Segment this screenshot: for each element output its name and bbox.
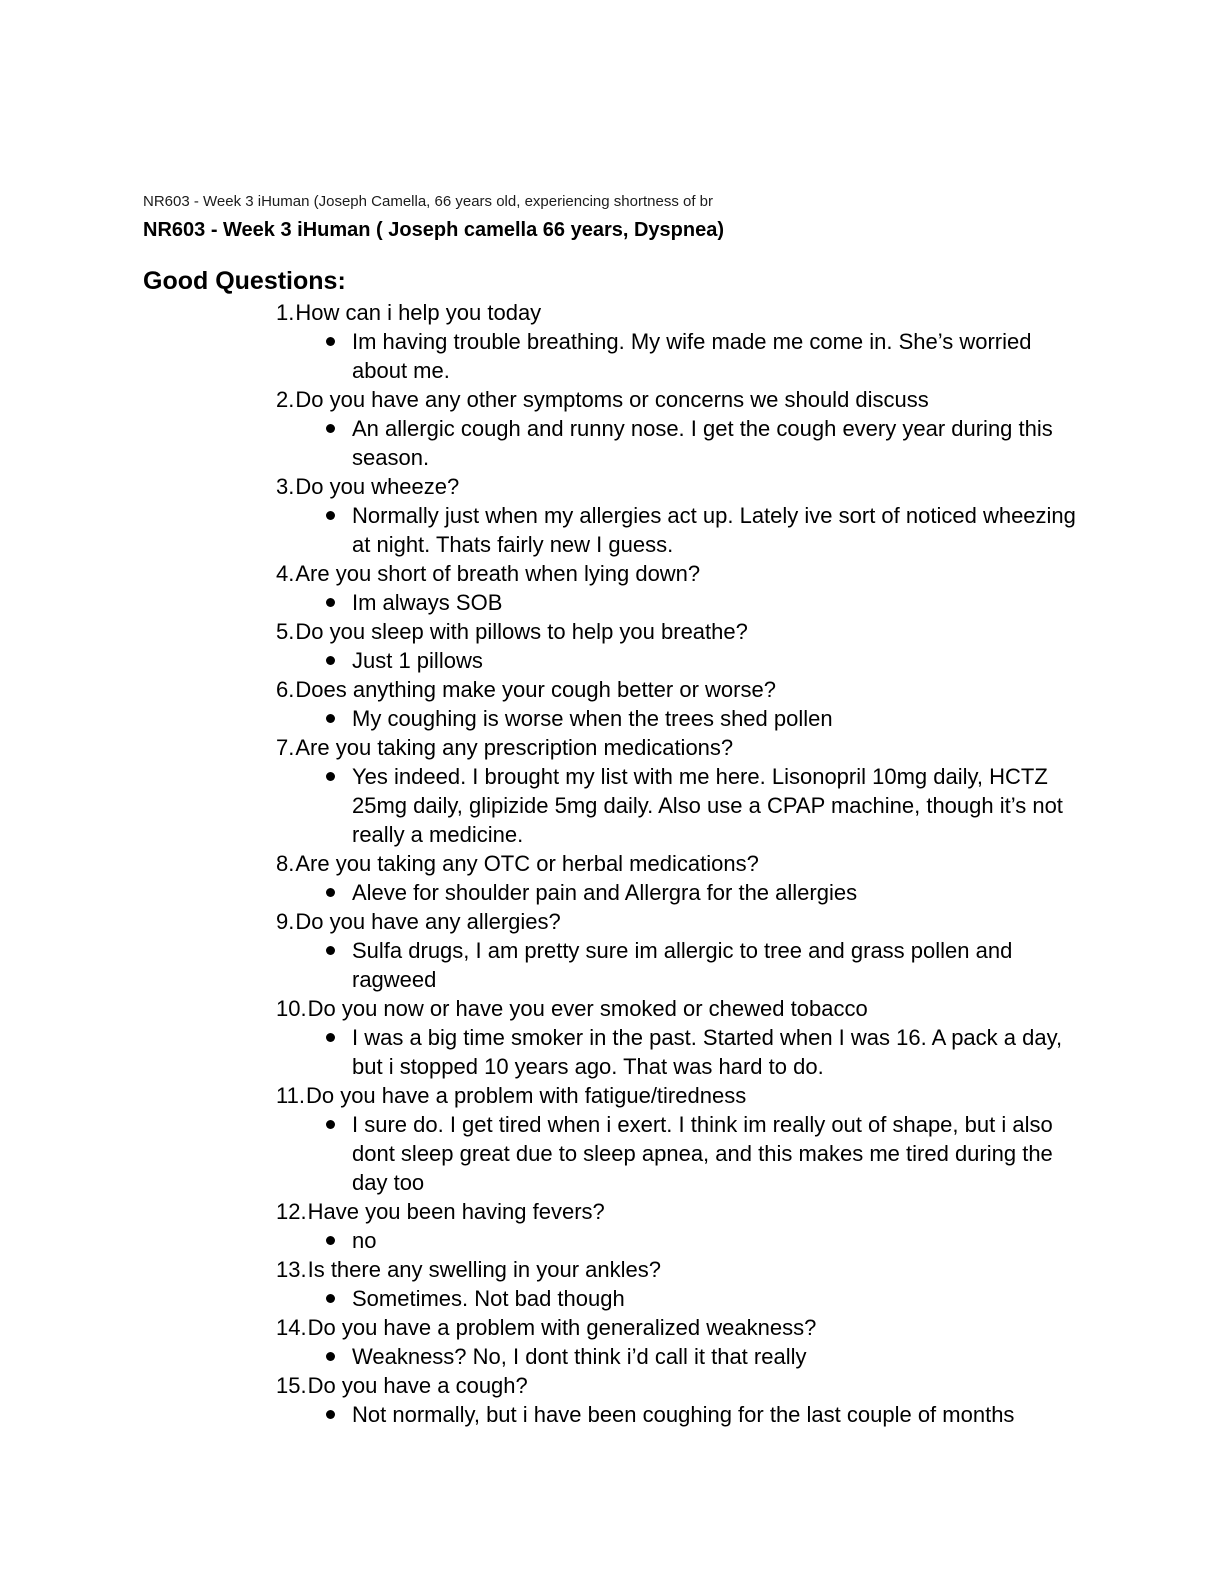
question-number: 9.	[276, 909, 295, 934]
answer-item-3	[325, 501, 1080, 559]
answer-text: Not normally, but i have been coughing for the last couple of months	[352, 1402, 1015, 1427]
bullet-icon	[326, 888, 335, 897]
question-text: Do you now or have you ever smoked or chewed tobacco	[307, 996, 868, 1021]
bullet-icon	[326, 1410, 335, 1419]
answer-item-12	[325, 1226, 1080, 1255]
question-item-2	[276, 385, 1083, 414]
bullet-icon	[326, 714, 335, 723]
answer-item-13	[325, 1284, 1080, 1313]
question-text: Do you have a problem with generalized weakness?	[307, 1315, 817, 1340]
question-number: 2.	[276, 387, 295, 412]
qa-list	[143, 298, 1083, 1429]
answer-item-11	[325, 1110, 1080, 1197]
answer-item-9	[325, 936, 1080, 994]
question-item-7	[276, 733, 1083, 762]
bullet-icon	[326, 424, 335, 433]
question-item-9	[276, 907, 1083, 936]
question-number: 14.	[276, 1315, 307, 1340]
answer-item-1	[325, 327, 1080, 385]
question-text: Do you wheeze?	[295, 474, 460, 499]
question-item-11	[276, 1081, 1083, 1110]
question-text: Are you taking any OTC or herbal medications?	[295, 851, 759, 876]
answer-item-10	[325, 1023, 1080, 1081]
question-item-12	[276, 1197, 1083, 1226]
bullet-icon	[326, 946, 335, 955]
question-text: Are you taking any prescription medications?	[295, 735, 734, 760]
section-heading: Good Questions:	[143, 267, 346, 295]
question-text: Do you sleep with pillows to help you breathe?	[295, 619, 748, 644]
question-number: 11.	[276, 1083, 305, 1108]
answer-text: Im always SOB	[352, 590, 503, 615]
question-number: 6.	[276, 677, 295, 702]
question-text: Is there any swelling in your ankles?	[307, 1257, 662, 1282]
bullet-icon	[326, 511, 335, 520]
answer-text: no	[352, 1228, 377, 1253]
answer-text: Weakness? No, I dont think i’d call it that really	[352, 1344, 807, 1369]
question-number: 1.	[276, 300, 295, 325]
question-number: 10.	[276, 996, 307, 1021]
answer-text: Sometimes. Not bad though	[352, 1286, 625, 1311]
question-number: 7.	[276, 735, 295, 760]
question-number: 5.	[276, 619, 295, 644]
question-text: Do you have a problem with fatigue/tiredness	[305, 1083, 747, 1108]
question-number: 12.	[276, 1199, 307, 1224]
answer-text: My coughing is worse when the trees shed pollen	[352, 706, 833, 731]
question-number: 13.	[276, 1257, 307, 1282]
bullet-icon	[326, 656, 335, 665]
answer-text: An allergic cough and runny nose. I get the cough every year during this season.	[352, 416, 1053, 470]
answer-text: I sure do. I get tired when i exert. I think im really out of shape, but i also dont sleep great due to sleep apnea, and this makes me tired during the day too	[352, 1112, 1053, 1195]
question-item-13	[276, 1255, 1083, 1284]
answer-item-6	[325, 704, 1080, 733]
question-item-5	[276, 617, 1083, 646]
question-text: Have you been having fevers?	[307, 1199, 605, 1224]
question-item-15	[276, 1371, 1083, 1400]
answer-text: I was a big time smoker in the past. Started when I was 16. A pack a day, but i stopped 10 years ago. That was hard to do.	[352, 1025, 1063, 1079]
question-item-6	[276, 675, 1083, 704]
question-text: How can i help you today	[295, 300, 542, 325]
answer-item-7	[325, 762, 1080, 849]
answer-text: Sulfa drugs, I am pretty sure im allergic to tree and grass pollen and ragweed	[352, 938, 1013, 992]
bullet-icon	[326, 1120, 335, 1129]
bullet-icon	[326, 1294, 335, 1303]
question-item-10	[276, 994, 1083, 1023]
question-number: 15.	[276, 1373, 307, 1398]
bullet-icon	[326, 1033, 335, 1042]
document-title: NR603 - Week 3 iHuman ( Joseph camella 66 years, Dyspnea)	[143, 219, 725, 241]
answer-text: Just 1 pillows	[352, 648, 483, 673]
question-item-3	[276, 472, 1083, 501]
question-text: Do you have any allergies?	[295, 909, 561, 934]
bullet-icon	[326, 1236, 335, 1245]
answer-text: Im having trouble breathing. My wife made me come in. She’s worried about me.	[352, 329, 1032, 383]
document-header-line: NR603 - Week 3 iHuman (Joseph Camella, 66 years old, experiencing shortness of br	[143, 193, 713, 210]
question-item-8	[276, 849, 1083, 878]
answer-item-8	[325, 878, 1080, 907]
question-text: Are you short of breath when lying down?	[295, 561, 701, 586]
answer-item-4	[325, 588, 1080, 617]
bullet-icon	[326, 1352, 335, 1361]
question-text: Does anything make your cough better or worse?	[295, 677, 776, 702]
answer-text: Normally just when my allergies act up. Lately ive sort of noticed wheezing at night. Thats fairly new I guess.	[352, 503, 1076, 557]
answer-item-2	[325, 414, 1080, 472]
question-text: Do you have any other symptoms or concerns we should discuss	[295, 387, 929, 412]
bullet-icon	[326, 772, 335, 781]
question-number: 4.	[276, 561, 295, 586]
answer-item-15	[325, 1400, 1080, 1429]
answer-item-5	[325, 646, 1080, 675]
bullet-icon	[326, 337, 335, 346]
question-number: 8.	[276, 851, 295, 876]
answer-text: Yes indeed. I brought my list with me here. Lisonopril 10mg daily, HCTZ 25mg daily, glipizide 5mg daily. Also use a CPAP machine, though it’s not really a medicine.	[352, 764, 1063, 847]
question-text: Do you have a cough?	[307, 1373, 528, 1398]
bullet-icon	[326, 598, 335, 607]
question-item-1	[276, 298, 1083, 327]
question-item-14	[276, 1313, 1083, 1342]
answer-text: Aleve for shoulder pain and Allergra for the allergies	[352, 880, 858, 905]
question-number: 3.	[276, 474, 295, 499]
question-item-4	[276, 559, 1083, 588]
answer-item-14	[325, 1342, 1080, 1371]
